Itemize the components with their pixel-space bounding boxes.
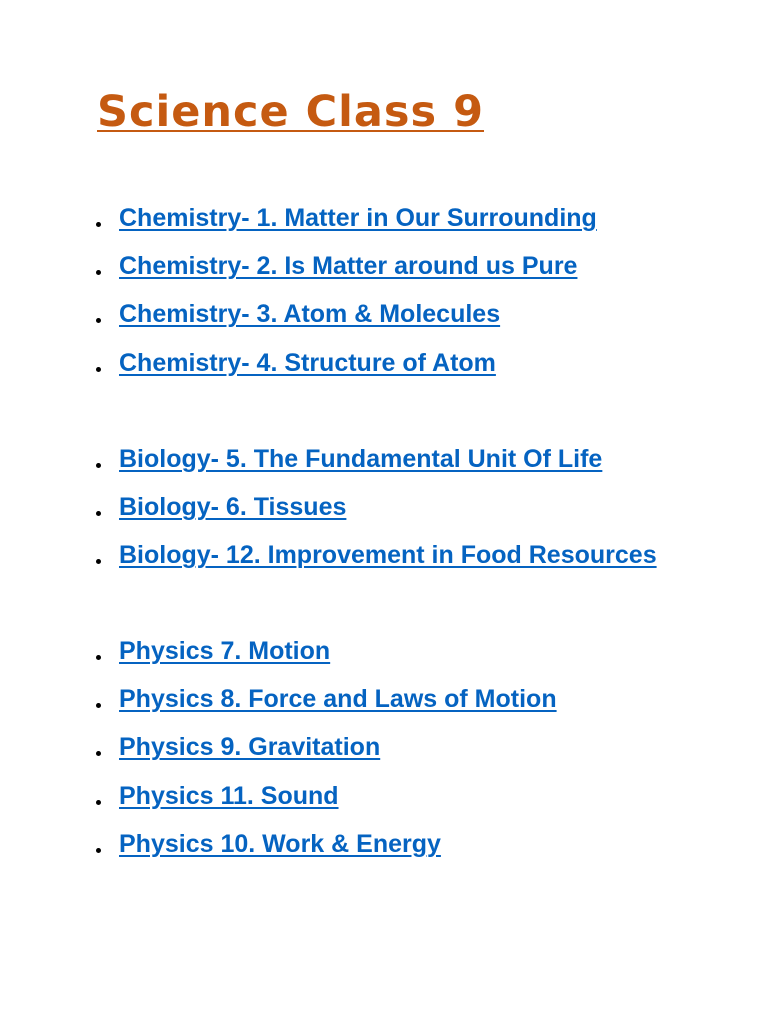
bullet-icon: [96, 751, 101, 756]
bullet-icon: [96, 367, 101, 372]
biology-chapter-5-link[interactable]: Biology- 5. The Fundamental Unit Of Life: [119, 445, 603, 473]
physics-chapter-10-link[interactable]: Physics 10. Work & Energy: [119, 829, 441, 858]
physics-chapter-9-link[interactable]: Physics 9. Gravitation: [119, 733, 381, 762]
bullet-icon: [96, 511, 101, 516]
bullet-icon: [96, 655, 101, 660]
bullet-icon: [96, 559, 101, 564]
bullet-icon: [96, 318, 101, 323]
physics-chapter-7-link[interactable]: Physics 7. Motion: [119, 637, 331, 665]
bullet-icon: [96, 270, 101, 275]
bullet-icon: [96, 463, 101, 468]
bullet-icon: [96, 703, 101, 708]
biology-chapter-6-link[interactable]: Biology- 6. Tissues: [119, 493, 347, 522]
bullet-icon: [96, 222, 101, 227]
bullet-icon: [96, 848, 101, 853]
physics-chapter-8-link[interactable]: Physics 8. Force and Laws of Motion: [119, 685, 557, 714]
bullet-icon: [96, 800, 101, 805]
chemistry-chapter-3-link[interactable]: Chemistry- 3. Atom & Molecules: [119, 300, 501, 329]
chemistry-chapter-1-link[interactable]: Chemistry- 1. Matter in Our Surrounding: [119, 204, 597, 232]
biology-chapter-12-link[interactable]: Biology- 12. Improvement in Food Resources: [119, 541, 657, 570]
chemistry-chapter-4-link[interactable]: Chemistry- 4. Structure of Atom: [119, 348, 496, 377]
physics-chapter-11-link[interactable]: Physics 11. Sound: [119, 781, 339, 810]
page-title: Science Class 9: [97, 87, 484, 137]
chemistry-chapter-2-link[interactable]: Chemistry- 2. Is Matter around us Pure: [119, 252, 578, 281]
